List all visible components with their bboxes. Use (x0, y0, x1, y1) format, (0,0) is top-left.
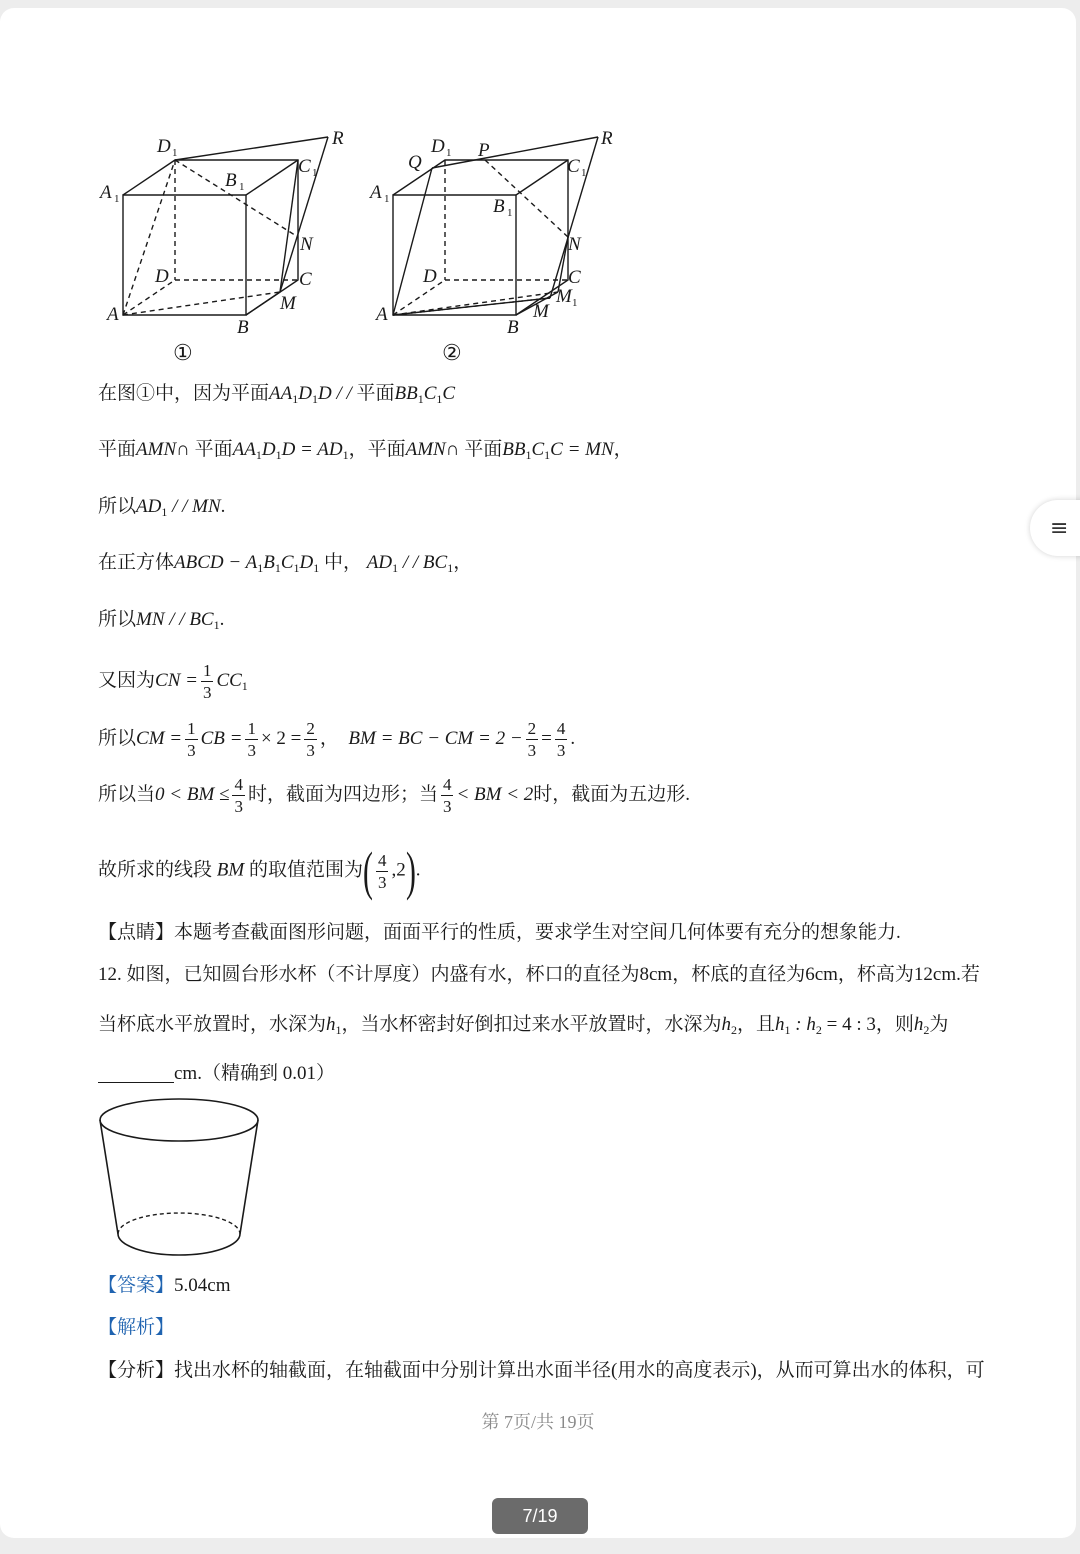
svg-text:1: 1 (572, 297, 578, 309)
line-2: 平面AMN∩ 平面$AA_1D_1D = AD_1$，平面AMN∩ 平面$BB_1C_1C$ = MN， (98, 439, 633, 462)
line-8: 所以当0 < BM ≤ $\frac{4}{3}$ 时，截面为四边形；当 $\frac{4}{3}$ < BM < 2时，截面为五边形. (98, 775, 691, 816)
cube-figures (95, 120, 655, 370)
label-q: Q (408, 152, 422, 173)
label-a: A (107, 304, 119, 325)
label-m-2: M (533, 301, 549, 322)
menu-button[interactable] (1030, 500, 1080, 556)
label-r: R (332, 128, 344, 149)
svg-text:1: 1 (312, 167, 318, 179)
figure-1-caption: ① (173, 340, 193, 365)
svg-text:1: 1 (446, 147, 452, 159)
fenxi-line: 【分析】找出水杯的轴截面，在轴截面中分别计算出水面半径(用水的高度表示)，从而可算出水的体积，可 (98, 1360, 985, 1381)
line-6: 又因为CN = $\frac{1}{3}$ $CC_1$ (98, 661, 248, 702)
label-d: D (155, 266, 169, 287)
page-footer: 第 7页/共 19页 (481, 1412, 595, 1432)
label-m: M (280, 293, 296, 314)
line-5: 所以MN / / $BC_1$. (98, 609, 225, 632)
line-1: 在图①中，因为平面$AA_1D_1D$ / / 平面$BB_1C_1C$ (98, 383, 456, 406)
answer-label: 【答案】 (98, 1275, 175, 1296)
label-c: C (299, 269, 312, 290)
dianjing-note: 【点睛】本题考查截面图形问题，面面平行的性质，要求学生对空间几何体要有充分的想象能力. (98, 922, 901, 943)
line-9: 故所求的线段 BM 的取值范围为( $\frac{4}{3}$ ,2). (98, 841, 421, 901)
line-3: 所以$AD_1$ / / MN. (98, 496, 226, 519)
label-b: B (237, 317, 249, 338)
label-a-2: A (376, 304, 388, 325)
svg-text:1: 1 (384, 193, 390, 205)
question-12-line-1: 12. 如图，已知圆台形水杯（不计厚度）内盛有水，杯口的直径为8cm，杯底的直径为6cm，杯高为12cm.若 (98, 964, 980, 985)
svg-text:1: 1 (507, 207, 513, 219)
svg-text:1: 1 (581, 167, 587, 179)
answer-blank (98, 1062, 174, 1083)
label-r-2: R (601, 128, 613, 149)
answer-value: 5.04cm (174, 1275, 231, 1296)
label-p: P (478, 140, 490, 161)
svg-text:1: 1 (239, 181, 245, 193)
question-12-line-2: 当杯底水平放置时，水深为$h_1$，当水杯密封好倒扣过来水平放置时，水深为$h_2$，且$h_1$ : $h_2 = 4$ : 3，则$h_2$为 (98, 1014, 949, 1037)
label-d1-2: D (431, 136, 445, 157)
figure-2-labels (368, 128, 613, 365)
label-m1: M (556, 286, 572, 307)
document-page (0, 8, 1076, 1538)
line-7: 所以CM = $\frac{1}{3}$ CB = $\frac{1}{3}$ × 2 = $\frac{2}{3}$ ， BM = BC − CM = 2 − $\frac{2}{3}$ = $\frac{4}{3}$ . (98, 719, 576, 760)
label-d-2: D (423, 266, 437, 287)
svg-text:1: 1 (114, 193, 120, 205)
label-b1: B (225, 170, 237, 191)
water-cup-figure (96, 1090, 266, 1262)
figure-2-caption: ② (442, 340, 462, 365)
label-b-2: B (507, 317, 519, 338)
label-c1: C (298, 156, 311, 177)
label-n: N (300, 234, 313, 255)
line-4: 在正方体ABCD − $A_1B_1C_1D_1$ 中， $AD_1$ / / $BC_1$， (98, 552, 473, 575)
label-c1-2: C (567, 156, 580, 177)
question-12-line-3: cm.（精确到 0.01） (98, 1060, 335, 1088)
label-a1-2: A (370, 182, 382, 203)
answer-line (98, 1272, 230, 1300)
label-d1: D (157, 136, 171, 157)
label-c-2: C (568, 267, 581, 288)
svg-text:1: 1 (172, 147, 178, 159)
page-indicator: 7/19 (492, 1498, 588, 1534)
label-n-2: N (568, 234, 581, 255)
menu-icon: ≡ (1050, 515, 1069, 541)
figure-1-labels (98, 128, 344, 365)
label-b1-2: B (493, 196, 505, 217)
label-a1: A (100, 182, 112, 203)
analysis-label: 【解析】 (98, 1317, 175, 1338)
